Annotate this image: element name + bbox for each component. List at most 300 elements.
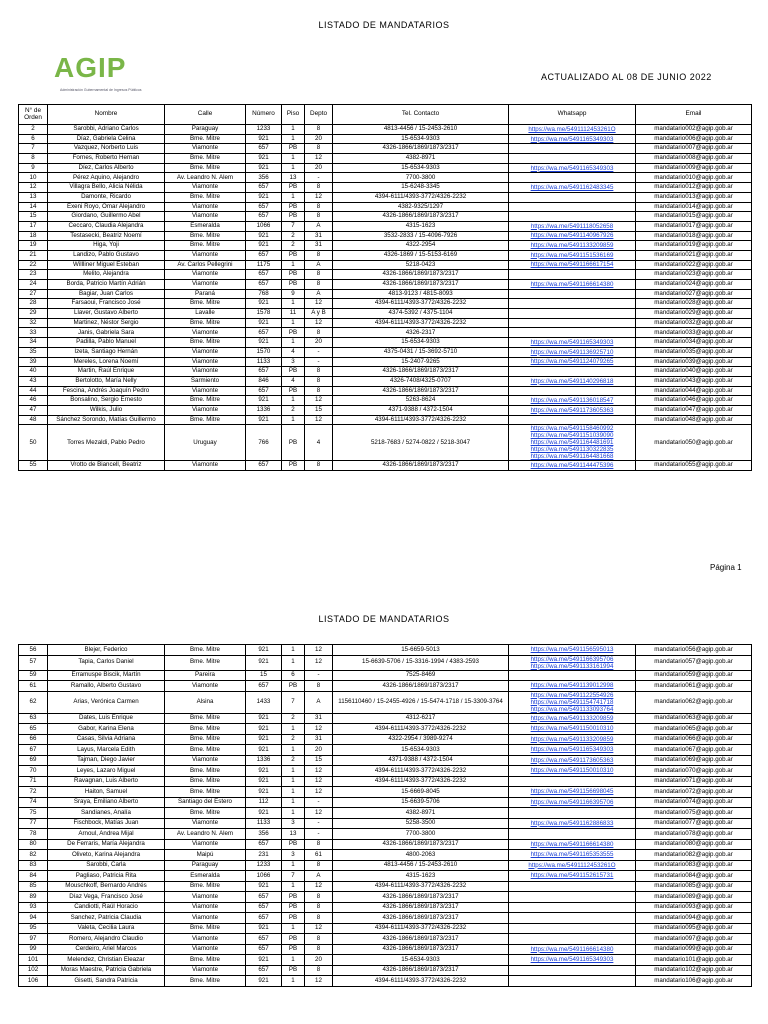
email-cell: mandatario043@agip.gob.ar [636,376,752,386]
table-row [19,318,752,328]
orden-cell: 67 [19,745,48,756]
whatsapp-link[interactable]: https://wa.me/5491162483345 [530,183,614,191]
numero-cell: 657 [246,386,282,396]
calle-cell: Viamonte [165,902,246,913]
whatsapp-link[interactable]: https://wa.me/5491165349303 [530,164,614,172]
whatsapp-cell [509,923,636,934]
tel-cell: 3532-2833 / 15-4096-7926 [333,231,509,241]
whatsapp-link[interactable]: https://wa.me/5491112453261O [528,125,616,133]
nombre-cell: Willliner Miguel Esteban [48,260,165,270]
orden-cell: 78 [19,829,48,840]
numero-cell: 15 [246,670,282,681]
piso-cell: 1 [282,299,305,309]
email-cell: mandatario032@agip.gob.ar [636,318,752,328]
whatsapp-link[interactable]: https://wa.me/5491140967926 [530,232,614,240]
calle-cell: Sarmiento [165,376,246,386]
whatsapp-cell [509,655,636,670]
whatsapp-link[interactable]: https://wa.me/5491166614380 [530,945,614,953]
whatsapp-link[interactable]: https://wa.me/5491156595013 [530,646,614,654]
numero-cell: 921 [246,299,282,309]
whatsapp-link[interactable]: https://wa.me/5491150010310 [530,725,614,733]
table-body [19,125,752,471]
orden-cell: 99 [19,944,48,955]
orden-cell: 9 [19,163,48,173]
whatsapp-link[interactable]: https://wa.me/5491164481668 [530,453,614,461]
orden-cell: 72 [19,787,48,798]
nombre-cell: Pérez Aquino, Alejandro [48,173,165,183]
whatsapp-link[interactable]: https://wa.me/5491112453261O [528,861,616,869]
piso-cell: 1 [282,415,305,425]
calle-cell: Viamonte [165,405,246,415]
depto-cell: 12 [305,923,333,934]
table-body [19,645,752,987]
table-row [19,808,752,819]
table-row [19,681,752,692]
whatsapp-cell [509,797,636,808]
header-cell: Depto [305,105,333,125]
whatsapp-link[interactable]: https://wa.me/5491166395706 [530,655,614,663]
calle-cell: Viamonte [165,328,246,338]
piso-cell: 1 [282,776,305,787]
table-row [19,655,752,670]
table-row [19,125,752,135]
nombre-cell: Sarobbi, Adriano Carlos [48,125,165,135]
tel-cell: 4326-1866/1869/1873/2317 [333,280,509,290]
nombre-cell: Leyes, Lazaro Miguel [48,766,165,777]
whatsapp-link[interactable]: https://wa.me/5491166614380 [530,280,614,288]
tel-cell: 15-6534-9303 [333,163,509,173]
orden-cell: 7 [19,144,48,154]
nombre-cell: Candiotti, Raúl Horacio [48,902,165,913]
whatsapp-link[interactable]: https://wa.me/5491162886833 [530,819,614,827]
numero-cell: 657 [246,367,282,377]
numero-cell: 1336 [246,755,282,766]
nombre-cell: Dates, Luis Enrique [48,713,165,724]
tel-cell: 4394-6111/4393-3772/4326-2232 [333,724,509,735]
depto-cell: A [305,221,333,231]
whatsapp-cell [509,839,636,850]
calle-cell: Bme. Mitre [165,955,246,966]
calle-cell: Bme. Mitre [165,338,246,348]
nombre-cell: Bagiar, Juan Carlos [48,289,165,299]
whatsapp-link[interactable]: https://wa.me/5491122554926 [530,691,614,699]
nombre-cell: Arnoul, Andrea Mijal [48,829,165,840]
email-cell: mandatario077@agip.gob.ar [636,818,752,829]
email-cell: mandatario012@agip.gob.ar [636,183,752,193]
email-cell: mandatario080@agip.gob.ar [636,839,752,850]
calle-cell: Bme. Mitre [165,415,246,425]
depto-cell: 8 [305,902,333,913]
whatsapp-link[interactable]: https://wa.me/5491165349303 [530,956,614,964]
orden-cell: 23 [19,270,48,280]
calle-cell: Bme. Mitre [165,231,246,241]
calle-cell: Bme. Mitre [165,299,246,309]
orden-cell: 18 [19,231,48,241]
depto-cell: - [305,797,333,808]
tel-cell: 4374-5392 / 4375-1104 [333,309,509,319]
whatsapp-link[interactable]: https://wa.me/5491130322835 [530,446,614,454]
email-cell: mandatario035@agip.gob.ar [636,347,752,357]
nombre-cell: Mouschkoff, Bernardo Andrés [48,881,165,892]
orden-cell: 43 [19,376,48,386]
orden-cell: 83 [19,860,48,871]
table-row [19,944,752,955]
piso-cell: 1 [282,745,305,756]
depto-cell: 8 [305,839,333,850]
header-cell: Número [246,105,282,125]
orden-cell: 85 [19,881,48,892]
email-cell: mandatario055@agip.gob.ar [636,461,752,471]
numero-cell: 921 [246,734,282,745]
whatsapp-cell [509,376,636,386]
table-row [19,755,752,766]
nombre-cell: Fornes, Roberto Hernan [48,154,165,164]
email-cell: mandatario033@agip.gob.ar [636,328,752,338]
tel-cell: 4326-1866/1869/1873/2317 [333,965,509,976]
whatsapp-cell [509,713,636,724]
depto-cell: 8 [305,934,333,945]
calle-cell: Viamonte [165,934,246,945]
tel-cell: 4371-9388 / 4372-1504 [333,755,509,766]
depto-cell: 8 [305,125,333,135]
depto-cell: 15 [305,405,333,415]
piso-cell: 1 [282,797,305,808]
whatsapp-cell [509,231,636,241]
nombre-cell: Fescina, Andrés Joaquín Pedro [48,386,165,396]
table-row [19,270,752,280]
numero-cell: 657 [246,280,282,290]
piso-cell: 3 [282,357,305,367]
piso-cell: PB [282,839,305,850]
nombre-cell: Ramallo, Alberto Gustavo [48,681,165,692]
calle-cell: Bme. Mitre [165,976,246,987]
table-row [19,144,752,154]
tel-cell: 4813-4456 / 15-2453-2610 [333,860,509,871]
numero-cell: 921 [246,976,282,987]
whatsapp-cell [509,405,636,415]
whatsapp-cell [509,766,636,777]
nombre-cell: Vazquez, Norberto Luis [48,144,165,154]
numero-cell: 1175 [246,260,282,270]
email-cell: mandatario083@agip.gob.ar [636,860,752,871]
nombre-cell: Torres Mezaldi, Pablo Pedro [48,425,165,461]
piso-cell: 1 [282,881,305,892]
tel-cell: 4326-1866/1869/1873/2317 [333,892,509,903]
document-title: LISTADO DE MANDATARIOS [318,614,450,624]
whatsapp-link[interactable]: https://wa.me/5491144475396 [530,462,614,470]
tel-cell: 4394-6111/4393-3772/4326-2232 [333,192,509,202]
table-row [19,221,752,231]
piso-cell: PB [282,461,305,471]
numero-cell: 921 [246,415,282,425]
calle-cell: Viamonte [165,270,246,280]
tel-cell: 4813-9123 / 4815-8093 [333,289,509,299]
nombre-cell: Vrotto de Biancell, Beatriz [48,461,165,471]
nombre-cell: Exeni Royo, Omar Alejandro [48,202,165,212]
email-cell: mandatario002@agip.gob.ar [636,125,752,135]
piso-cell: 4 [282,376,305,386]
calle-cell: Bme. Mitre [165,766,246,777]
email-cell: mandatario028@agip.gob.ar [636,299,752,309]
whatsapp-link[interactable]: https://wa.me/5491165349303 [530,338,614,346]
piso-cell: 9 [282,289,305,299]
piso-cell: 2 [282,241,305,251]
calle-cell: Av. Carlos Pellegrini [165,260,246,270]
nombre-cell: Melito, Alejandra [48,270,165,280]
depto-cell: 8 [305,386,333,396]
email-cell: mandatario094@agip.gob.ar [636,913,752,924]
depto-cell: 8 [305,250,333,260]
depto-cell: - [305,357,333,367]
numero-cell: 921 [246,724,282,735]
orden-cell: 40 [19,367,48,377]
mandatarios-table [18,644,752,987]
table-row [19,376,752,386]
whatsapp-cell [509,871,636,882]
numero-cell: 657 [246,212,282,222]
table-row [19,797,752,808]
tel-cell: 4326-1869 / 15-5153-6169 [333,250,509,260]
orden-cell: 19 [19,241,48,251]
nombre-cell: Erramuspe Biscik, Martín [48,670,165,681]
numero-cell: 921 [246,231,282,241]
whatsapp-link[interactable]: https://wa.me/5491136018547 [530,397,614,405]
email-cell: mandatario056@agip.gob.ar [636,645,752,656]
nombre-cell: Díez, Carlos Alberto [48,163,165,173]
whatsapp-link[interactable]: https://wa.me/5491173605363 [530,756,614,764]
nombre-cell: Haiton, Samuel [48,787,165,798]
nombre-cell: Moras Maestre, Patricia Gabriela [48,965,165,976]
nombre-cell: Tapia, Carlos Daniel [48,655,165,670]
tel-cell: 15-6659-5013 [333,645,509,656]
piso-cell: 3 [282,818,305,829]
depto-cell: 20 [305,163,333,173]
table-row [19,212,752,222]
whatsapp-link[interactable]: https://wa.me/5491152615731 [530,872,614,880]
tel-cell: 4326-1866/1869/1873/2317 [333,144,509,154]
table-row [19,367,752,377]
table-row [19,976,752,987]
table-row [19,913,752,924]
numero-cell: 921 [246,776,282,787]
whatsapp-link[interactable]: https://wa.me/5491133093764 [530,705,614,713]
calle-cell: Bme. Mitre [165,881,246,892]
nombre-cell: Landizo, Pablo Gustavo [48,250,165,260]
email-cell: mandatario013@agip.gob.ar [636,192,752,202]
whatsapp-link[interactable]: https://wa.me/5491164481691 [530,439,614,447]
numero-cell: 921 [246,713,282,724]
numero-cell: 657 [246,461,282,471]
table-row [19,934,752,945]
orden-cell: 47 [19,405,48,415]
whatsapp-link[interactable]: https://wa.me/5491151536169 [530,251,614,259]
piso-cell: PB [282,425,305,461]
piso-cell: 1 [282,976,305,987]
calle-cell: Viamonte [165,183,246,193]
whatsapp-link[interactable]: https://wa.me/5491133209859 [530,242,614,250]
whatsapp-link[interactable]: https://wa.me/5491150010310 [530,767,614,775]
tel-cell: 4322-2954 [333,241,509,251]
tel-cell: 4315-1623 [333,871,509,882]
email-cell: mandatario089@agip.gob.ar [636,892,752,903]
whatsapp-link[interactable]: https://wa.me/5491166617154 [530,261,614,269]
whatsapp-cell [509,289,636,299]
numero-cell: 921 [246,766,282,777]
nombre-cell: Damonte, Ricardo [48,192,165,202]
nombre-cell: Gisetti, Sandra Patricia [48,976,165,987]
header-cell: Email [636,105,752,125]
email-cell: mandatario078@agip.gob.ar [636,829,752,840]
depto-cell: 12 [305,724,333,735]
whatsapp-link[interactable]: https://wa.me/5491165349303 [530,135,614,143]
tel-cell: 15-6248-3345 [333,183,509,193]
piso-cell: 1 [282,808,305,819]
email-cell: mandatario085@agip.gob.ar [636,881,752,892]
whatsapp-link[interactable]: https://wa.me/5491118052658 [530,222,614,230]
whatsapp-link[interactable]: https://wa.me/5491136925710 [530,348,614,356]
whatsapp-cell [509,338,636,348]
numero-cell: 657 [246,270,282,280]
calle-cell: Viamonte [165,461,246,471]
email-cell: mandatario027@agip.gob.ar [636,289,752,299]
depto-cell: 12 [305,192,333,202]
piso-cell: PB [282,944,305,955]
numero-cell: 1133 [246,357,282,367]
whatsapp-link[interactable]: https://wa.me/5491133161994 [530,662,614,670]
table-row [19,670,752,681]
whatsapp-link[interactable]: https://wa.me/5491158460992 [530,425,614,433]
whatsapp-cell [509,681,636,692]
depto-cell: 8 [305,913,333,924]
depto-cell: 8 [305,860,333,871]
table-row [19,405,752,415]
numero-cell: 1233 [246,125,282,135]
whatsapp-link[interactable]: https://wa.me/5491156698045 [530,788,614,796]
tel-cell: 5263-8624 [333,396,509,406]
piso-cell: PB [282,250,305,260]
piso-cell: PB [282,892,305,903]
whatsapp-cell [509,734,636,745]
whatsapp-link[interactable]: https://wa.me/5491173605363 [530,406,614,414]
nombre-cell: Blejer, Federico [48,645,165,656]
table-row [19,163,752,173]
whatsapp-cell [509,691,636,713]
email-cell: mandatario019@agip.gob.ar [636,241,752,251]
depto-cell: 12 [305,787,333,798]
whatsapp-link[interactable]: https://wa.me/5491154741718 [530,698,614,706]
piso-cell: 3 [282,850,305,861]
orden-cell: 94 [19,913,48,924]
nombre-cell: Fischbock, Matías Juan [48,818,165,829]
table-row [19,787,752,798]
tel-cell: 4394-6111/4393-3772/4326-2232 [333,766,509,777]
whatsapp-link[interactable]: https://wa.me/5491151039090 [530,432,614,440]
calle-cell: Bme. Mitre [165,734,246,745]
piso-cell: 1 [282,860,305,871]
calle-cell: Viamonte [165,212,246,222]
tel-cell: 5218-7683 / 5274-0822 / 5218-3047 [333,425,509,461]
orden-cell: 35 [19,347,48,357]
email-cell: mandatario024@agip.gob.ar [636,280,752,290]
numero-cell: 921 [246,881,282,892]
email-cell: mandatario070@agip.gob.ar [636,766,752,777]
tel-cell: 4375-0431 / 15-3692-5710 [333,347,509,357]
whatsapp-link[interactable]: https://wa.me/5491139012998 [530,682,614,690]
depto-cell: 8 [305,965,333,976]
depto-cell: - [305,829,333,840]
numero-cell: 1066 [246,221,282,231]
piso-cell: PB [282,681,305,692]
email-cell: mandatario048@agip.gob.ar [636,415,752,425]
whatsapp-cell [509,173,636,183]
nombre-cell: Sánchez Sorondo, Matías Guillermo [48,415,165,425]
nombre-cell: Sandianes, Analía [48,808,165,819]
table-row [19,280,752,290]
depto-cell: 31 [305,241,333,251]
email-cell: mandatario023@agip.gob.ar [636,270,752,280]
calle-cell: Av. Leandro N. Alem [165,829,246,840]
table-row [19,461,752,471]
whatsapp-link[interactable]: https://wa.me/5491165349303 [530,746,614,754]
depto-cell: 8 [305,681,333,692]
numero-cell: 1336 [246,405,282,415]
piso-cell: PB [282,965,305,976]
nombre-cell: Gabor, Karina Elena [48,724,165,735]
tel-cell: 15-6639-5706 [333,797,509,808]
calle-cell: Av. Leandro N. Alem [165,173,246,183]
nombre-cell: Layus, Marcela Edith [48,745,165,756]
page-number: Página 1 [710,563,742,572]
whatsapp-cell [509,415,636,425]
whatsapp-cell [509,299,636,309]
email-cell: mandatario029@agip.gob.ar [636,309,752,319]
piso-cell: PB [282,934,305,945]
tel-cell: 4394-6111/4393-3772/4326-2232 [333,976,509,987]
whatsapp-link[interactable]: https://wa.me/5491166395706 [530,798,614,806]
orden-cell: 75 [19,808,48,819]
orden-cell: 74 [19,797,48,808]
email-cell: mandatario102@agip.gob.ar [636,965,752,976]
whatsapp-cell [509,776,636,787]
whatsapp-link[interactable]: https://wa.me/5491165353555 [530,851,614,859]
calle-cell: Bme. Mitre [165,787,246,798]
whatsapp-link[interactable]: https://wa.me/5491166614380 [530,840,614,848]
piso-cell: 4 [282,347,305,357]
numero-cell: 921 [246,923,282,934]
calle-cell: Bme. Mitre [165,318,246,328]
nombre-cell: Farsaoui, Francisco José [48,299,165,309]
depto-cell: 12 [305,318,333,328]
whatsapp-cell [509,328,636,338]
whatsapp-cell [509,221,636,231]
whatsapp-link[interactable]: https://wa.me/5491140296818 [530,377,614,385]
tel-cell: 4326-1866/1869/1873/2317 [333,902,509,913]
calle-cell: Viamonte [165,892,246,903]
whatsapp-cell [509,280,636,290]
tel-cell: 4394-6111/4393-3772/4326-2232 [333,415,509,425]
whatsapp-link[interactable]: https://wa.me/5491133209859 [530,714,614,722]
calle-cell: Bme. Mitre [165,241,246,251]
email-cell: mandatario066@agip.gob.ar [636,734,752,745]
table-row [19,357,752,367]
whatsapp-cell [509,755,636,766]
tel-cell: 5218-0423 [333,260,509,270]
depto-cell: 12 [305,881,333,892]
whatsapp-link[interactable]: https://wa.me/5491133209859 [530,735,614,743]
depto-cell: A [305,289,333,299]
nombre-cell: Janis, Gabriela Sara [48,328,165,338]
whatsapp-link[interactable]: https://wa.me/5491124079265 [530,358,614,366]
